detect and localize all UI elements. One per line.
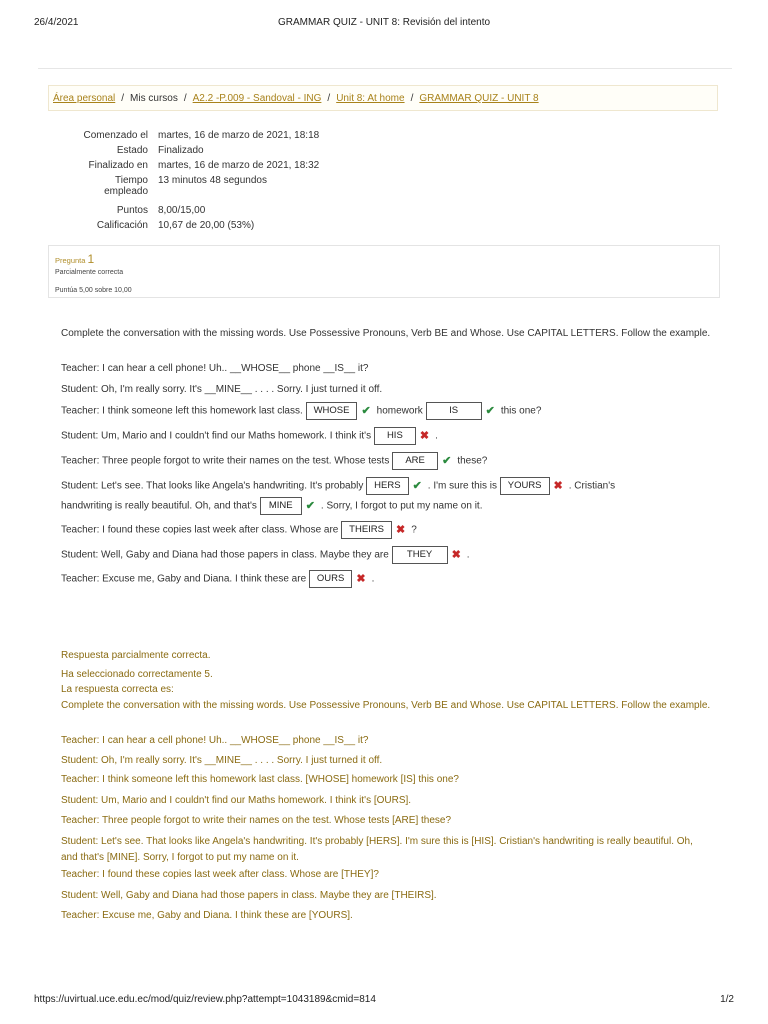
feedback-intro: Complete the conversation with the missing words. Use Possessive Pronouns, Verb BE and Whose. Use CAPITAL LETTERS. Follow the example. (61, 700, 711, 711)
question-number (55, 252, 94, 266)
feedback-line: Student: Oh, I'm really sorry. It's __MINE__ . . . . Sorry. I just turned it off. (61, 755, 383, 766)
question-text: Teacher: Excuse me, Gaby and Diana. I think these are (61, 573, 307, 585)
feedback-line: Teacher: I can hear a cell phone! Uh.. __WHOSE__ phone __IS__ it? (61, 735, 369, 746)
question-grade: Puntúa 5,00 sobre 10,00 (55, 287, 132, 294)
feedback-line: Teacher: I found these copies last week after class. Whose are [THEY]? (61, 869, 379, 880)
answer-field[interactable]: ARE (392, 452, 438, 470)
question-text: these? (457, 455, 488, 467)
question-text: Student: Well, Gaby and Diana had those papers in class. Maybe they are (61, 549, 389, 561)
breadcrumb-separator: / (410, 93, 414, 104)
summary-label: Estado (116, 145, 148, 156)
feedback-line: Teacher: Three people forgot to write their names on the test. Whose tests [ARE] these? (61, 815, 452, 826)
cross-icon: ✖ (553, 479, 563, 492)
question-info-box (48, 245, 720, 298)
question-line (61, 546, 470, 564)
summary-label: Puntos (116, 205, 148, 216)
question-text: Teacher: Three people forgot to write their names on the test. Whose tests (61, 455, 390, 467)
answer-field[interactable]: HIS (374, 427, 416, 445)
summary-row (56, 205, 319, 220)
cross-icon: ✖ (419, 429, 430, 442)
feedback-right-answer-label: La respuesta correcta es: (61, 684, 174, 695)
question-label: Pregunta (55, 256, 86, 265)
question-line (61, 497, 482, 515)
question-text: handwriting is really beautiful. Oh, and that's (61, 500, 257, 512)
divider (38, 68, 732, 69)
summary-label (56, 175, 158, 205)
answer-field[interactable]: MINE (260, 497, 302, 515)
check-icon: ✔ (412, 479, 422, 492)
question-example-line: Student: Oh, I'm really sorry. It's __MINE__ . . . . Sorry. I just turned it off. (61, 384, 383, 395)
cross-icon: ✖ (356, 572, 366, 585)
question-text: . I'm sure this is (427, 480, 497, 492)
question-line (61, 477, 615, 495)
summary-label: Finalizado en (88, 160, 148, 171)
summary-value: 8,00/15,00 (158, 205, 206, 216)
answer-field[interactable]: WHOSE (306, 402, 358, 420)
answer-field[interactable]: YOURS (500, 477, 550, 495)
question-line (61, 570, 374, 588)
summary-value: 13 minutos 48 segundos (158, 175, 267, 186)
print-date: 26/4/2021 (34, 17, 79, 28)
summary-row (56, 160, 319, 175)
feedback-line: Teacher: Excuse me, Gaby and Diana. I think these are [YOURS]. (61, 910, 353, 921)
check-icon: ✔ (442, 454, 452, 467)
question-line (61, 521, 417, 539)
question-text: ? (411, 524, 417, 536)
question-intro: Complete the conversation with the missing words. Use Possessive Pronouns, Verb BE and Whose. Use CAPITAL LETTERS. Follow the example. (61, 328, 711, 339)
summary-row (56, 145, 319, 160)
summary-label: Comenzado el (83, 130, 148, 141)
feedback-summary: Respuesta parcialmente correcta. (61, 650, 211, 661)
breadcrumb-quiz[interactable]: GRAMMAR QUIZ - UNIT 8 (419, 93, 539, 104)
summary-label: Calificación (96, 220, 148, 231)
breadcrumb-separator: / (183, 93, 187, 104)
question-text: . Cristian's (568, 480, 616, 492)
check-icon: ✔ (485, 404, 495, 417)
breadcrumb-mis-cursos[interactable]: Mis cursos (130, 93, 178, 104)
answer-field[interactable]: HERS (366, 477, 408, 495)
summary-row (56, 220, 319, 235)
breadcrumb-area-personal[interactable]: Área personal (53, 93, 116, 104)
print-url: https://uvirtual.uce.edu.ec/mod/quiz/review.php?attempt=1043189&cmid=814 (34, 994, 376, 1005)
summary-value: martes, 16 de marzo de 2021, 18:32 (158, 160, 320, 171)
question-text: . (435, 430, 438, 442)
feedback-selected: Ha seleccionado correctamente 5. (61, 669, 213, 680)
question-text: . (466, 549, 470, 561)
summary-row (56, 175, 319, 205)
question-number-value: 1 (87, 252, 95, 266)
question-text: Student: Let's see. That looks like Angela's handwriting. It's probably (61, 480, 364, 492)
answer-field[interactable]: THEIRS (341, 521, 392, 539)
summary-value: Finalizado (158, 145, 204, 156)
summary-label-line: empleado (104, 186, 148, 197)
summary-value: 10,67 de 20,00 (53%) (158, 220, 255, 231)
question-line (61, 402, 541, 420)
answer-field[interactable]: OURS (309, 570, 352, 588)
question-text: Student: Um, Mario and I couldn't find our Maths homework. I think it's (61, 430, 372, 442)
question-state: Parcialmente correcta (55, 269, 124, 276)
summary-row (56, 130, 319, 145)
cross-icon: ✖ (396, 523, 406, 536)
print-title: GRAMMAR QUIZ - UNIT 8: Revisión del intento (277, 17, 491, 28)
feedback-line: Student: Um, Mario and I couldn't find our Maths homework. I think it's [OURS]. (61, 795, 412, 806)
feedback-line: Student: Well, Gaby and Diana had those papers in class. Maybe they are [THEIRS]. (61, 890, 437, 901)
cross-icon: ✖ (451, 548, 461, 561)
check-icon: ✔ (305, 499, 315, 512)
breadcrumb-separator: / (327, 93, 331, 104)
question-line (61, 427, 438, 445)
question-example-line: Teacher: I can hear a cell phone! Uh.. __WHOSE__ phone __IS__ it? (61, 363, 369, 374)
print-page-number: 1/2 (720, 994, 734, 1005)
summary-value: martes, 16 de marzo de 2021, 18:18 (158, 130, 320, 141)
question-text: homework (376, 405, 423, 417)
breadcrumb-separator: / (121, 93, 125, 104)
question-text: . Sorry, I forgot to put my name on it. (320, 500, 483, 512)
question-text: Teacher: I think someone left this homework last class. (61, 405, 303, 417)
answer-field[interactable]: THEY (392, 546, 448, 564)
breadcrumb (48, 85, 718, 111)
breadcrumb-unit[interactable]: Unit 8: At home (336, 93, 405, 104)
question-text: this one? (500, 405, 542, 417)
attempt-summary-table (56, 130, 319, 235)
answer-field[interactable]: IS (426, 402, 482, 420)
summary-label-line: Tiempo (115, 175, 148, 186)
feedback-line: Teacher: I think someone left this homework last class. [WHOSE] homework [IS] this one? (61, 774, 459, 785)
question-text: . (371, 573, 375, 585)
question-text: Teacher: I found these copies last week after class. Whose are (61, 524, 339, 536)
check-icon: ✔ (361, 404, 371, 417)
feedback-line: Student: Let's see. That looks like Angela's handwriting. It's probably [HERS]. I'm sure this is [HIS]. Cristian's handwriting is really beautiful. Oh, and that's [MINE]. Sorry, I forgot to put my name on it. (61, 836, 693, 863)
breadcrumb-course[interactable]: A2.2 -P.009 - Sandoval - ING (192, 93, 322, 104)
question-line (61, 452, 487, 470)
